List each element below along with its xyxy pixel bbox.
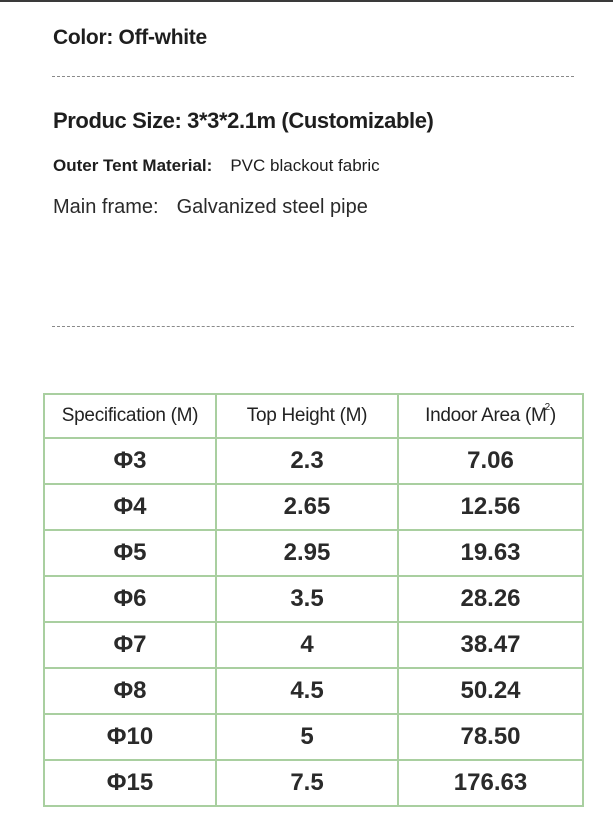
header-indoor-area-superscript: 2 — [544, 401, 550, 413]
header-indoor-area-text: Indoor Area (M — [425, 405, 547, 426]
table-row — [44, 714, 583, 760]
cell-area: 50.24 — [398, 668, 583, 714]
cell-spec: Φ4 — [44, 484, 216, 530]
header-top-height: Top Height (M) — [216, 394, 398, 438]
header-indoor-area — [398, 394, 583, 438]
cell-height: 3.5 — [216, 576, 398, 622]
material-value: PVC blackout fabric — [230, 156, 380, 175]
table-row — [44, 438, 583, 484]
cell-spec: Φ7 — [44, 622, 216, 668]
cell-area: 12.56 — [398, 484, 583, 530]
cell-height: 2.65 — [216, 484, 398, 530]
cell-area: 176.63 — [398, 760, 583, 806]
divider-bottom — [52, 326, 574, 327]
cell-area: 38.47 — [398, 622, 583, 668]
table-header-row — [44, 394, 583, 438]
header-indoor-area-close: ) — [549, 405, 556, 426]
frame-label: Main frame: — [53, 196, 159, 218]
cell-height: 2.3 — [216, 438, 398, 484]
cell-spec: Φ3 — [44, 438, 216, 484]
table-row — [44, 576, 583, 622]
material-label: Outer Tent Material: — [53, 156, 213, 175]
table-row — [44, 484, 583, 530]
cell-spec: Φ15 — [44, 760, 216, 806]
cell-spec: Φ6 — [44, 576, 216, 622]
cell-spec: Φ5 — [44, 530, 216, 576]
main-frame — [53, 196, 368, 219]
cell-area: 78.50 — [398, 714, 583, 760]
product-size: Produc Size: 3*3*2.1m (Customizable) — [53, 108, 434, 133]
frame-value: Galvanized steel pipe — [176, 196, 368, 218]
cell-area: 28.26 — [398, 576, 583, 622]
cell-spec: Φ8 — [44, 668, 216, 714]
cell-height: 5 — [216, 714, 398, 760]
cell-height: 4 — [216, 622, 398, 668]
table-row — [44, 622, 583, 668]
product-color: Color: Off-white — [53, 26, 207, 49]
outer-tent-material — [53, 156, 380, 176]
header-specification: Specification (M) — [44, 394, 216, 438]
table-row — [44, 668, 583, 714]
cell-area: 7.06 — [398, 438, 583, 484]
cell-spec: Φ10 — [44, 714, 216, 760]
cell-area: 19.63 — [398, 530, 583, 576]
cell-height: 2.95 — [216, 530, 398, 576]
top-border-line — [0, 0, 613, 2]
specification-table — [43, 393, 584, 807]
cell-height: 7.5 — [216, 760, 398, 806]
divider-top — [52, 76, 574, 77]
table-row — [44, 530, 583, 576]
cell-height: 4.5 — [216, 668, 398, 714]
table-row — [44, 760, 583, 806]
